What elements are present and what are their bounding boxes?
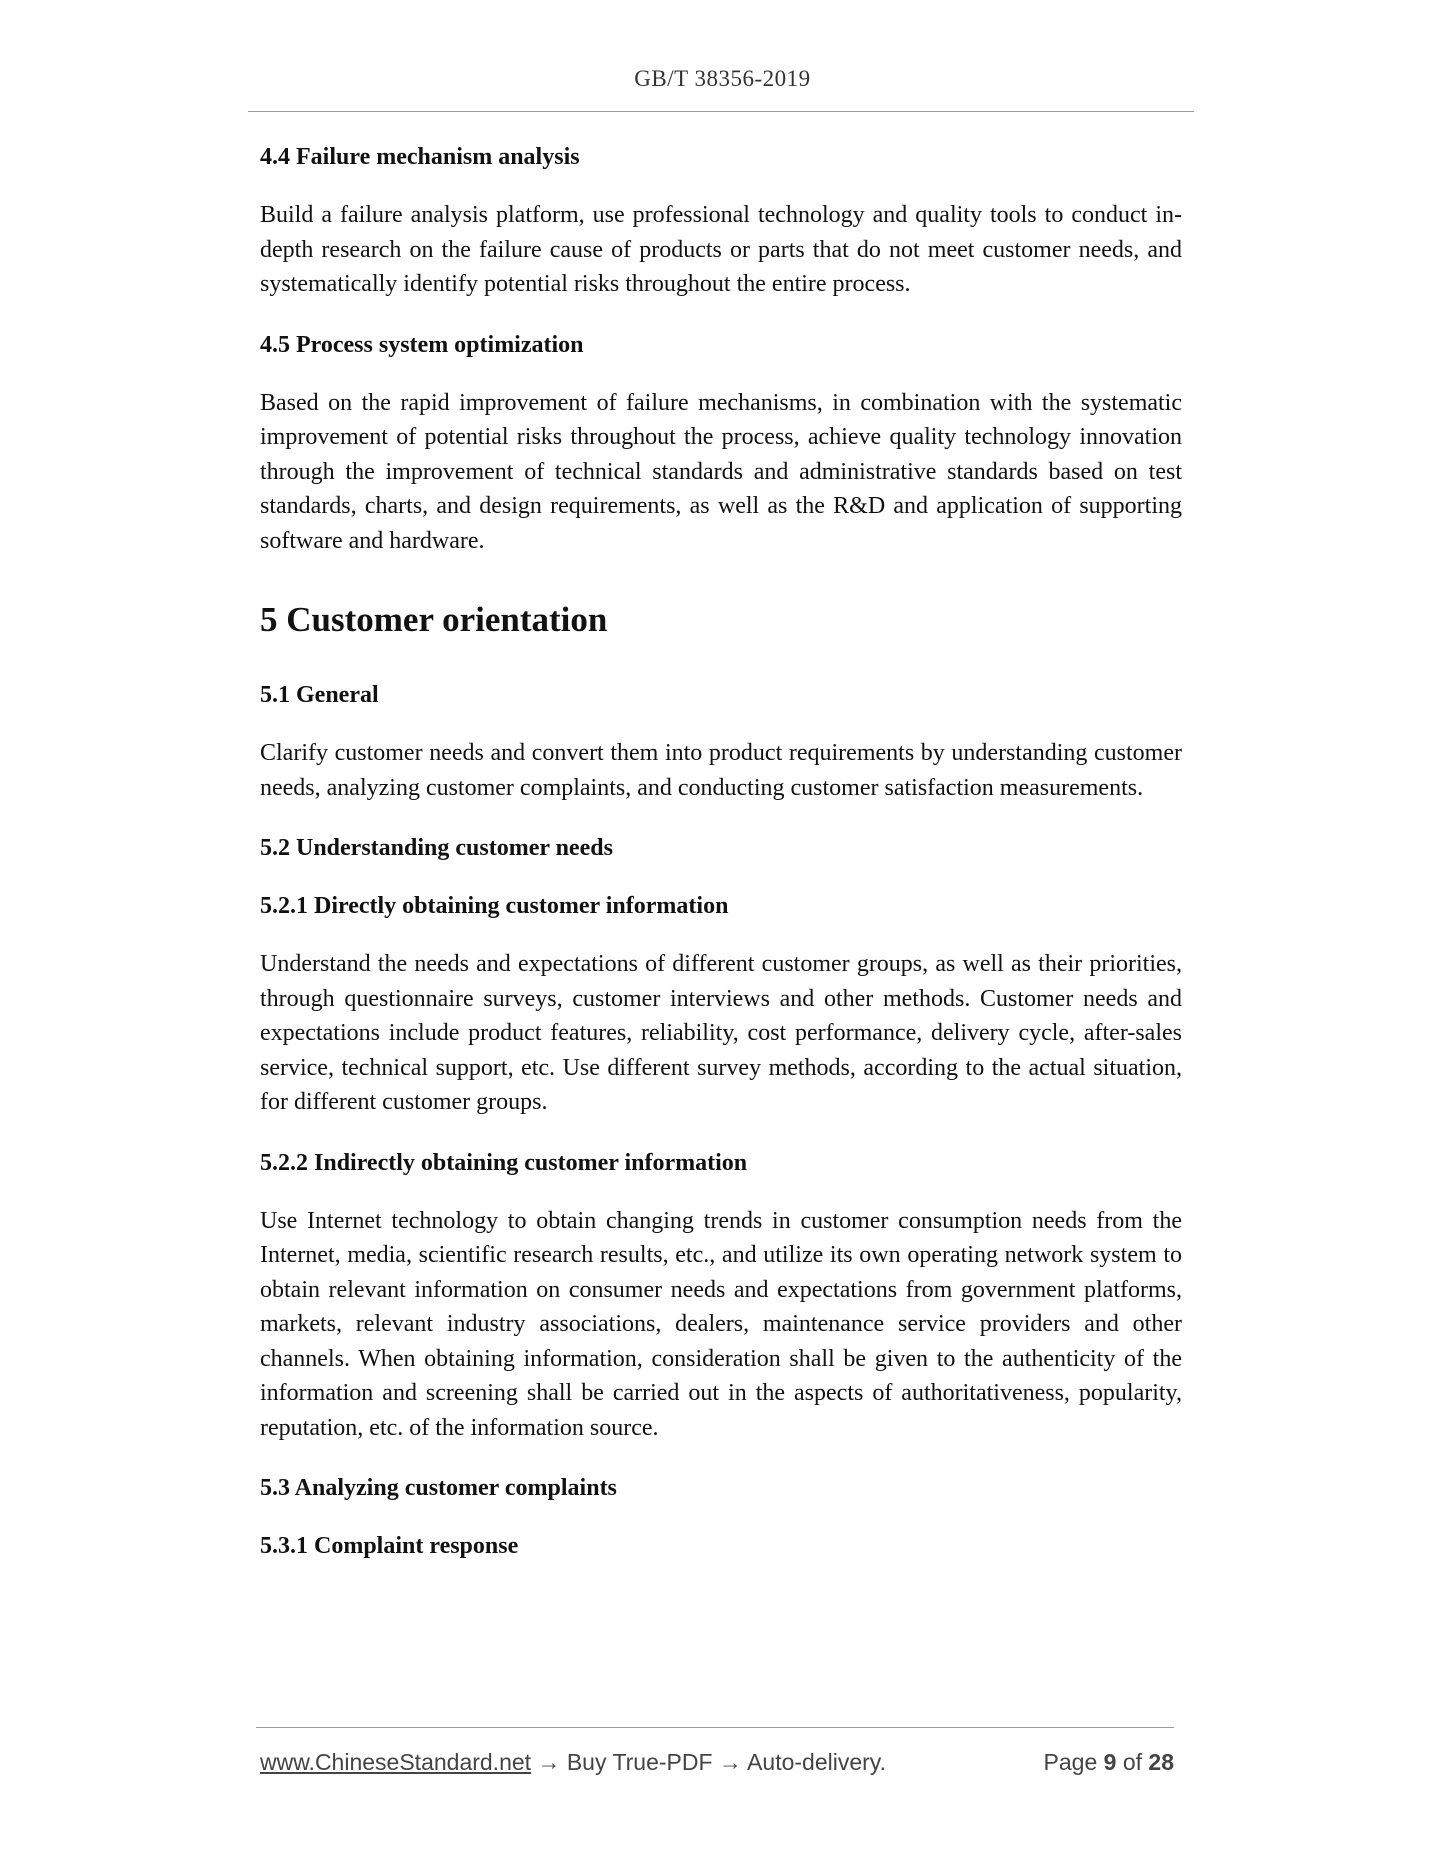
footer xyxy=(260,1742,1174,1782)
heading-5-1: 5.1 General xyxy=(260,682,379,708)
page-current: 9 xyxy=(1103,1749,1117,1775)
heading-4-5: 4.5 Process system optimization xyxy=(260,331,584,358)
heading-5-3: 5.3 Analyzing customer complaints xyxy=(260,1475,617,1501)
heading-4-4: 4.4 Failure mechanism analysis xyxy=(260,144,580,170)
footer-tagline: → Buy True-PDF → Auto-delivery. xyxy=(531,1749,886,1775)
header-doc-id: GB/T 38356-2019 xyxy=(634,66,811,91)
heading-5-2-2: 5.2.2 Indirectly obtaining customer information xyxy=(260,1149,748,1176)
paragraph-4-4: Build a failure analysis platform, use professional technology and quality tools to conduct in-depth research on the failure cause of products or parts that do not meet customer needs, and systematically identify potential risks throughout the entire process. xyxy=(260,202,1182,297)
footer-divider xyxy=(256,1727,1174,1728)
paragraph-5-1: Clarify customer needs and convert them into product requirements by understanding customer needs, analyzing customer complaints, and conducting customer satisfaction measurements. xyxy=(260,740,1182,801)
footer-promo xyxy=(260,1742,886,1782)
paragraph-5-2-2: Use Internet technology to obtain changing trends in customer consumption needs from the Internet, media, scientific research results, etc., and utilize its own operating network system to obtain relevant information on consumer needs and expectations from government platforms, markets, relevant industry associations, dealers, maintenance service providers and other channels. When obtaining information, consideration shall be given to the authenticity of the information and screening shall be carried out in the aspects of authoritativeness, popularity, reputation, etc. of the information source. xyxy=(260,1207,1182,1441)
paragraph-5-2-1: Understand the needs and expectations of different customer groups, as well as their priorities, through questionnaire surveys, customer interviews and other methods. Customer needs and expectations include product features, reliability, cost performance, delivery cycle, after-sales service, technical support, etc. Use different survey methods, according to the actual situation, for different customer groups. xyxy=(260,951,1182,1115)
heading-5-2: 5.2 Understanding customer needs xyxy=(260,835,613,861)
heading-5-2-1: 5.2.1 Directly obtaining customer information xyxy=(260,893,729,919)
heading-5: 5 Customer orientation xyxy=(260,600,608,639)
page-label: Page xyxy=(1043,1749,1098,1775)
page-content xyxy=(260,140,1182,1587)
website-link[interactable]: www.ChineseStandard.net xyxy=(260,1749,532,1775)
page-of: of xyxy=(1122,1749,1143,1775)
page-number xyxy=(1044,1742,1174,1782)
page-total: 28 xyxy=(1148,1749,1174,1775)
paragraph-4-5: Based on the rapid improvement of failure mechanisms, in combination with the systematic improvement of potential risks throughout the process, achieve quality technology innovation through the improvement of technical standards and administrative standards based on test standards, charts, and design requirements, as well as the R&D and application of supporting software and hardware. xyxy=(260,389,1182,554)
heading-5-3-1: 5.3.1 Complaint response xyxy=(260,1533,519,1559)
header-divider xyxy=(248,111,1194,112)
